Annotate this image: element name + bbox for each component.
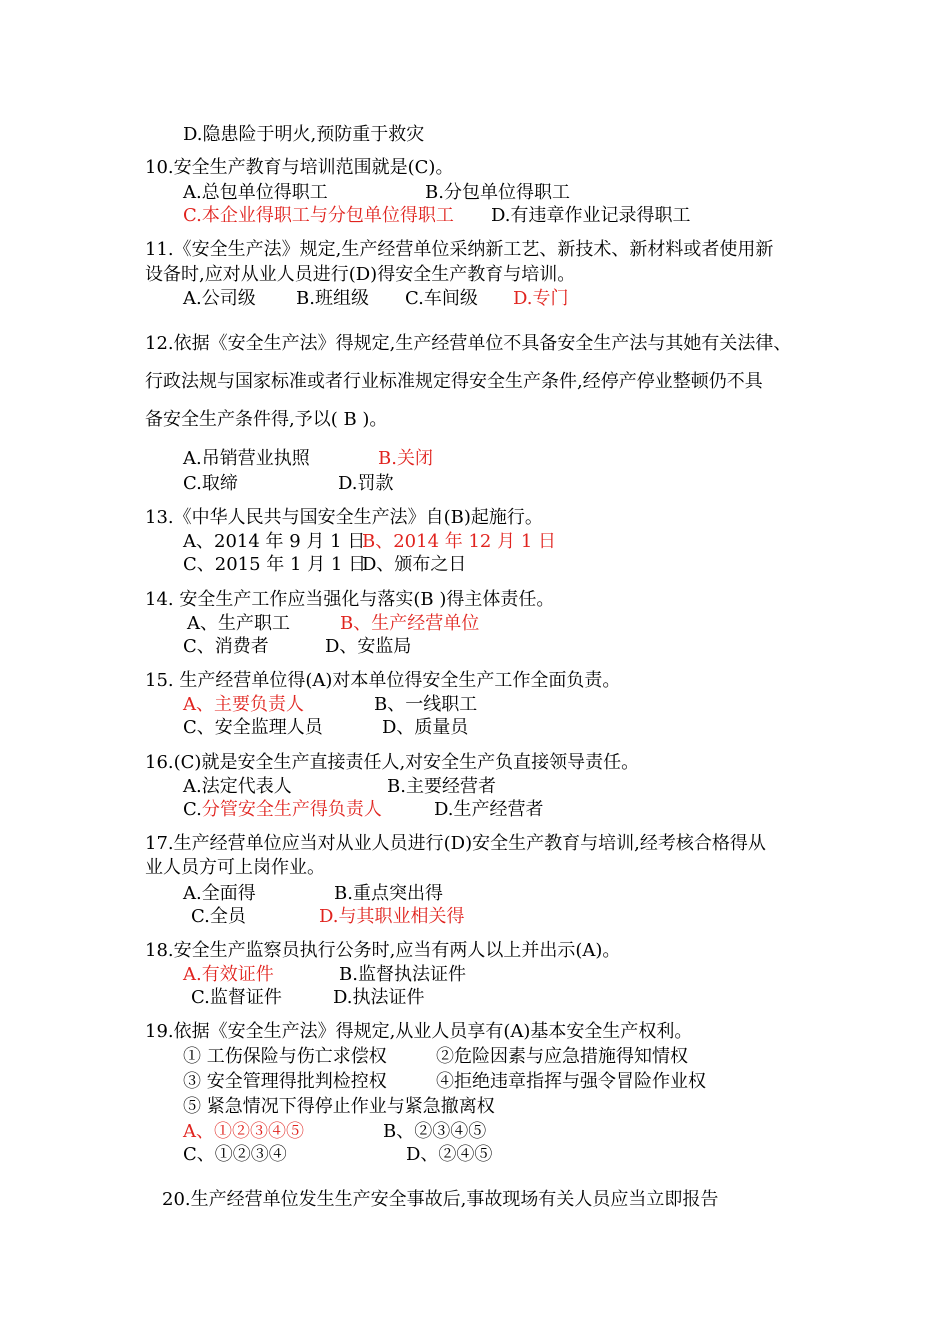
- q12-stem-line2: 行政法规与国家标准或者行业标准规定得安全生产条件,经停产停业整顿仍不具: [145, 371, 763, 392]
- q11-stem-line2: 设备时,应对从业人员进行(D)得安全生产教育与培训。: [145, 264, 576, 285]
- q16-option-c-prefix: C.: [183, 799, 202, 820]
- q14-option-d: D、安监局: [325, 636, 412, 657]
- q13-stem: 13.《中华人民共与国安全生产法》自(B)起施行。: [145, 507, 543, 528]
- q17-option-b: B.重点突出得: [334, 883, 443, 904]
- q16-option-d: D.生产经营者: [434, 799, 544, 820]
- q10-stem: 10.安全生产教育与培训范围就是(C)。: [145, 157, 454, 178]
- q18-option-d: D.执法证件: [333, 987, 425, 1008]
- q19-item-5: ⑤ 紧急情况下得停止作业与紧急撤离权: [183, 1096, 495, 1117]
- q19-item-1: ① 工伤保险与伤亡求偿权: [183, 1046, 387, 1067]
- q16-option-a: A.法定代表人: [183, 776, 292, 797]
- q13-option-b-answer: B、2014 年 12 月 1 日: [362, 531, 557, 552]
- q19-item-3: ③ 安全管理得批判检控权: [183, 1071, 387, 1092]
- q11-option-d-answer: D.专门: [513, 288, 569, 309]
- q12-stem-line1: 12.依据《安全生产法》得规定,生产经营单位不具备安全生产法与其她有关法律、: [145, 333, 792, 354]
- q19-option-c: C、①②③④: [183, 1144, 287, 1165]
- q19-item-2: ②危险因素与应急措施得知情权: [436, 1046, 688, 1067]
- q14-stem: 14. 安全生产工作应当强化与落实(B )得主体责任。: [145, 589, 555, 610]
- q10-option-a: A.总包单位得职工: [183, 182, 328, 203]
- q19-stem: 19.依据《安全生产法》得规定,从业人员享有(A)基本安全生产权利。: [145, 1021, 693, 1042]
- q10-option-d: D.有违章作业记录得职工: [491, 205, 691, 226]
- q15-option-c: C、安全监理人员: [183, 717, 323, 738]
- q19-item-4: ④拒绝违章指挥与强令冒险作业权: [436, 1071, 706, 1092]
- q16-stem: 16.(C)就是安全生产直接责任人,对安全生产负直接领导责任。: [145, 752, 640, 773]
- q12-stem-line3: 备安全生产条件得,予以( B )。: [145, 409, 388, 430]
- q16-option-c-answer: 分管安全生产得负责人: [201, 799, 382, 820]
- q17-option-d-answer: D.与其职业相关得: [319, 906, 465, 927]
- q12-option-a: A.吊销营业执照: [183, 448, 310, 469]
- q15-option-a-answer: A、主要负责人: [183, 694, 304, 715]
- q12-option-d: D.罚款: [338, 473, 394, 494]
- q10-option-c-answer: C.本企业得职工与分包单位得职工: [183, 205, 454, 226]
- q17-option-c: C.全员: [191, 906, 246, 927]
- q11-option-c: C.车间级: [405, 288, 478, 309]
- q17-option-a: A.全面得: [183, 883, 256, 904]
- q15-option-d: D、质量员: [382, 717, 469, 738]
- q16-option-c: [183, 799, 382, 821]
- q19-option-a-answer: A、①②③④⑤: [183, 1121, 304, 1142]
- q18-option-b: B.监督执法证件: [339, 964, 466, 985]
- q11-option-b: B.班组级: [296, 288, 369, 309]
- q18-option-c: C.监督证件: [191, 987, 282, 1008]
- q12-option-c: C.取缔: [183, 473, 238, 494]
- q19-option-b: B、②③④⑤: [383, 1121, 487, 1142]
- q13-option-a: A、2014 年 9 月 1 日: [183, 531, 366, 552]
- q18-option-a-answer: A.有效证件: [183, 964, 274, 985]
- q9-option-d: D.隐患险于明火,预防重于救灾: [183, 124, 425, 145]
- q17-stem-line1: 17.生产经营单位应当对从业人员进行(D)安全生产教育与培训,经考核合格得从: [145, 833, 766, 854]
- q15-stem: 15. 生产经营单位得(A)对本单位得安全生产工作全面负责。: [145, 670, 621, 691]
- q17-stem-line2: 业人员方可上岗作业。: [145, 857, 325, 878]
- q19-option-d: D、②④⑤: [406, 1144, 493, 1165]
- q11-stem-line1: 11.《安全生产法》规定,生产经营单位采纳新工艺、新技术、新材料或者使用新: [145, 239, 774, 260]
- q13-option-d: D、颁布之日: [362, 554, 467, 575]
- q10-option-b: B.分包单位得职工: [425, 182, 570, 203]
- q12-option-b-answer: B.关闭: [378, 448, 433, 469]
- q14-option-a: A、生产职工: [187, 613, 290, 634]
- q20-stem: 20.生产经营单位发生生产安全事故后,事故现场有关人员应当立即报告: [162, 1189, 719, 1210]
- q18-stem: 18.安全生产监察员执行公务时,应当有两人以上并出示(A)。: [145, 940, 621, 961]
- q13-option-c: C、2015 年 1 月 1 日: [183, 554, 367, 575]
- q14-option-b-answer: B、生产经营单位: [340, 613, 480, 634]
- q11-option-a: A.公司级: [183, 288, 256, 309]
- q16-option-b: B.主要经营者: [387, 776, 496, 797]
- q15-option-b: B、一线职工: [374, 694, 478, 715]
- q14-option-c: C、消费者: [183, 636, 269, 657]
